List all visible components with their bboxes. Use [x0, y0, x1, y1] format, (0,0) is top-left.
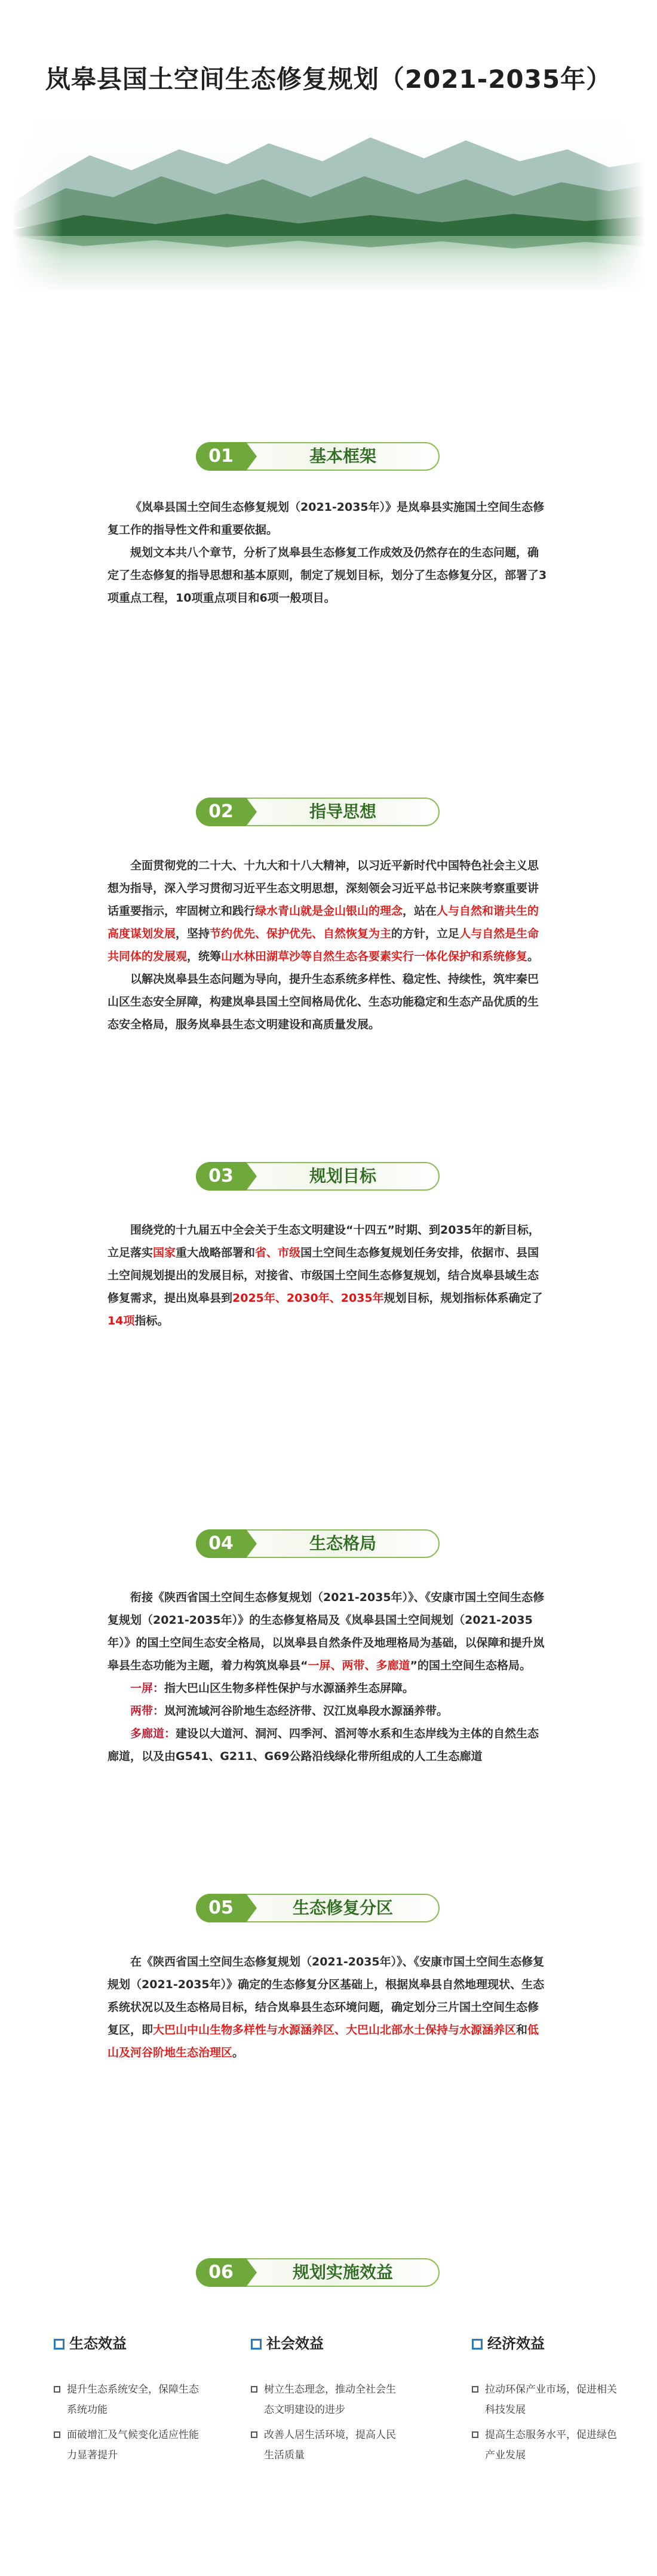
section-number: 03 [196, 1162, 246, 1191]
square-bullet-icon [251, 2386, 257, 2393]
section-title: 规划目标 [309, 1166, 376, 1186]
section-title: 生态修复分区 [292, 1898, 393, 1918]
paragraph: 以解决岚皋县生态问题为导向，提升生态系统多样性、稳定性、持续性，筑牢秦巴山区生态安全屏障，构建岚皋县国土空间格局优化、生态功能稳定和生态产品优质的生态安全格局，服务岚皋县生态文明建设和高质量发展。 [108, 973, 539, 1031]
section-title: 基本框架 [309, 446, 376, 466]
paragraph: 规划文本共八个章节，分析了岚皋县生态修复工作成效及仍然存在的生态问题，确定了生态修复的指导思想和基本原则，制定了规划目标，划分了生态修复分区，部署了3项重点工程，10项重点项目和6项一般项目。 [108, 546, 547, 605]
checkbox-square-icon [251, 2339, 262, 2350]
section-body-basic-framework [108, 496, 549, 609]
list-item: 提升生态系统安全，保障生态系统功能 [54, 2379, 203, 2420]
square-bullet-icon [472, 2386, 478, 2393]
section-header-basic-framework [196, 442, 440, 471]
benefit-heading: 生态效益 [54, 2333, 203, 2354]
section-title: 指导思想 [309, 802, 376, 821]
benefit-column-economic [472, 2333, 621, 2470]
hero-landscape-image [12, 114, 645, 293]
section-header-planning-goals [196, 1162, 440, 1191]
section-number: 02 [196, 798, 246, 826]
section-title: 规划实施效益 [292, 2262, 393, 2282]
benefit-column-ecological [54, 2333, 203, 2470]
benefit-list [54, 2379, 203, 2465]
paragraph: 多廊道：建设以大道河、洞河、四季河、滔河等水系和生态岸线为主体的自然生态廊道，以及由G541、G211、G69公路沿线绿化带所组成的人工生态廊道 [108, 1727, 539, 1763]
square-bullet-icon [472, 2431, 478, 2438]
checkbox-square-icon [472, 2339, 483, 2350]
benefit-list [251, 2379, 400, 2465]
section-number: 06 [196, 2258, 246, 2287]
page-title: 岚皋县国土空间生态修复规划（2021-2035年） [45, 65, 612, 94]
section-body-ecological-pattern [108, 1586, 549, 1768]
list-item: 拉动环保产业市场，促进相关科技发展 [472, 2379, 621, 2420]
list-item: 改善人居生活环境，提高人民生活质量 [251, 2425, 400, 2465]
list-item: 树立生态理念，推动全社会生态文明建设的进步 [251, 2379, 400, 2420]
list-item: 提高生态服务水平，促进绿色产业发展 [472, 2425, 621, 2465]
paragraph: 全面贯彻党的二十大、十九大和十八大精神，以习近平新时代中国特色社会主义思想为指导，深入学习贯彻习近平生态文明思想，深刻领会习近平总书记来陕考察重要讲话重要指示，牢固树立和践行绿水青山就是金山银山的理念，站在人与自然和谐共生的高度谋划发展，坚持节约优先、保护优先、自然恢复为主的方针，立足人与自然是生命共同体的发展观，统筹山水林田湖草沙等自然生态各要素实行一体化保护和系统修复。 [108, 859, 539, 963]
section-body-guiding-ideology [108, 854, 549, 1036]
section-body-restoration-zones [108, 1951, 549, 2064]
paragraph: 一屏：指大巴山区生物多样性保护与水源涵养生态屏障。 [130, 1682, 415, 1695]
section-number: 01 [196, 442, 246, 471]
section-body-planning-goals [108, 1219, 549, 1332]
section-header-implementation-benefits [196, 2258, 440, 2287]
paragraph: 围绕党的十九届五中全会关于生态文明建设“十四五”时期、到2035年的新目标，立足落实国家重大战略部署和省、市级国土空间生态修复规划任务安排，依据市、县国土空间规划提出的发展目标，对接省、市级国土空间生态修复规划，结合岚皋县域生态修复需求，提出岚皋县到2025年、2030年、2035年规划目标，规划指标体系确定了14项指标。 [108, 1223, 543, 1327]
benefit-heading: 经济效益 [472, 2333, 621, 2354]
square-bullet-icon [54, 2386, 60, 2393]
section-header-ecological-pattern [196, 1529, 440, 1558]
benefit-list [472, 2379, 621, 2465]
section-header-restoration-zones [196, 1894, 440, 1922]
checkbox-square-icon [54, 2339, 65, 2350]
section-title: 生态格局 [309, 1534, 376, 1553]
section-number: 04 [196, 1529, 246, 1558]
benefit-column-social [251, 2333, 400, 2470]
paragraph: 两带：岚河流域河谷阶地生态经济带、汉江岚皋段水源涵养带。 [130, 1704, 449, 1718]
square-bullet-icon [251, 2431, 257, 2438]
paragraph: 在《陕西省国土空间生态修复规划（2021-2035年）》、《安康市国土空间生态修复规划（2021-2035年）》确定的生态修复分区基础上，根据岚皋县自然地理现状、生态系统状况以及生态格局目标，结合岚皋县生态环境问题，确定划分三片国土空间生态修复区，即大巴山中山生物多样性与水源涵养区、大巴山北部水土保持与水源涵养区和低山及河谷阶地生态治理区。 [108, 1955, 545, 2059]
benefit-heading: 社会效益 [251, 2333, 400, 2354]
section-number: 05 [196, 1894, 246, 1922]
list-item: 面破增汇及气候变化适应性能力显著提升 [54, 2425, 203, 2465]
paragraph: 衔接《陕西省国土空间生态修复规划（2021-2035年）》、《安康市国土空间生态修复规划（2021-2035年）》的生态修复格局及《岚皋县国土空间规划（2021-2035年）》的国土空间生态安全格局，以岚皋县自然条件及地理格局为基础，以保障和提升岚皋县生态功能为主题，着力构筑岚皋县“一屏、两带、多廊道”的国土空间生态格局。 [108, 1591, 545, 1672]
paragraph: 《岚皋县国土空间生态修复规划（2021-2035年）》是岚皋县实施国土空间生态修复工作的指导性文件和重要依据。 [108, 501, 545, 536]
section-header-guiding-ideology [196, 798, 440, 826]
square-bullet-icon [54, 2431, 60, 2438]
